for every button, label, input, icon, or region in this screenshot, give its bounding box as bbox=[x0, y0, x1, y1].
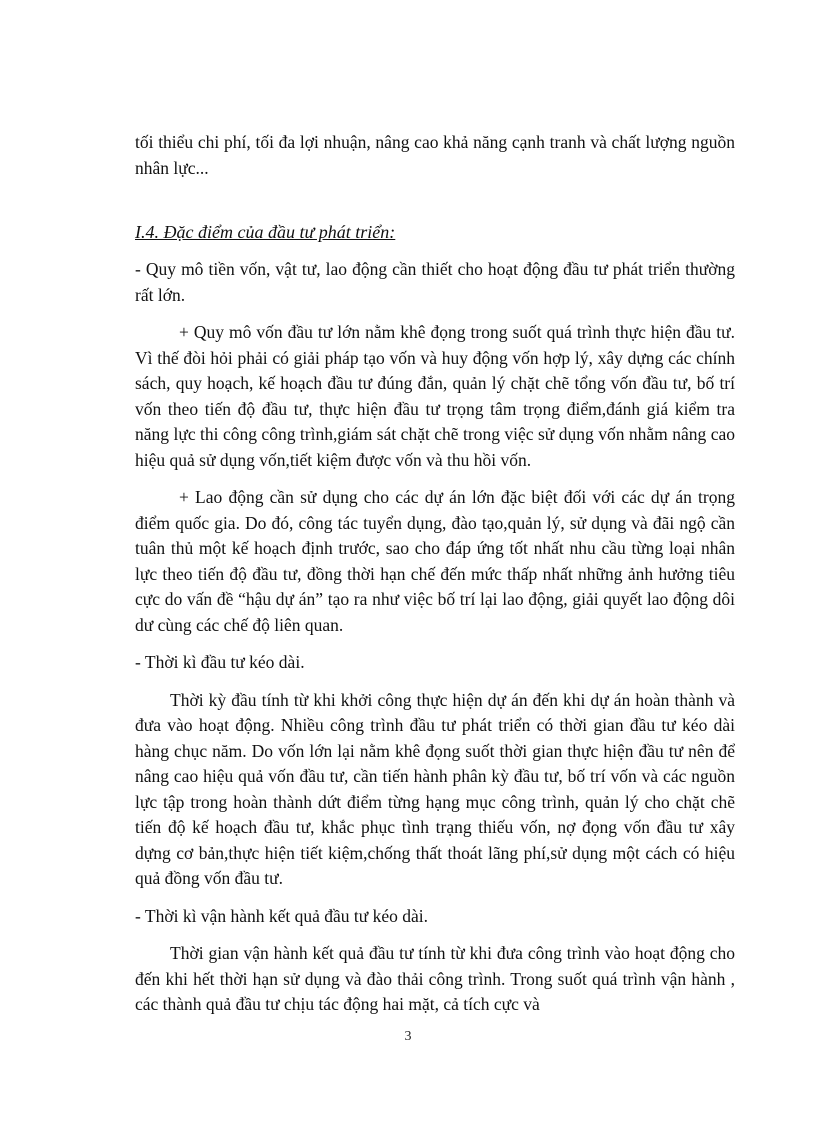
paragraph-labor: + Lao động cần sử dụng cho các dự án lớn đặc biệt đối với các dự án trọng điểm quốc gia. Do đó, công tác tuyển dụng, đào tạo,quản lý, sử dụng và đãi ngộ cần tuân thủ một kế hoạch định trước, sao cho đáp ứng tốt nhất nhu cầu từng loại nhân lực theo tiến độ đầu tư, đồng thời hạn chế đến mức thấp nhất những ảnh hưởng tiêu cực do vấn đề “hậu dự án” tạo ra như việc bố trí lại lao động, giải quyết lao động dôi dư cùng các chế độ liên quan. bbox=[135, 487, 735, 635]
page-number: 3 bbox=[404, 1029, 412, 1044]
paragraph-intro: tối thiểu chi phí, tối đa lợi nhuận, nâng cao khả năng cạnh tranh và chất lượng nguồn nhân lực... bbox=[135, 132, 735, 178]
bullet-operation-period: - Thời kì vận hành kết quả đầu tư kéo dài. bbox=[135, 905, 428, 926]
bullet-scale: - Quy mô tiền vốn, vật tư, lao động cần thiết cho hoạt động đầu tư phát triển thường rất lớn. bbox=[135, 259, 735, 305]
paragraph-operation-period: Thời gian vận hành kết quả đầu tư tính từ khi đưa công trình vào hoạt động cho đến khi hết thời hạn sử dụng và đào thải công trình. Trong suốt quá trình vận hành , các thành quả đầu tư chịu tác động hai mặt, cả tích cực và bbox=[135, 943, 735, 1014]
document-page bbox=[135, 130, 735, 1030]
paragraph-capital: + Quy mô vốn đầu tư lớn nằm khê đọng trong suốt quá trình thực hiện đầu tư. Vì thế đòi hỏi phải có giải pháp tạo vốn và huy động vốn hợp lý, xây dựng các chính sách, quy hoạch, kế hoạch đầu tư đúng đắn, quản lý chặt chẽ tổng vốn đầu tư, bố trí vốn theo tiến độ đầu tư, thực hiện đầu tư trọng tâm trọng điểm,đánh giá kiểm tra năng lực thi công công trình,giám sát chặt chẽ trong việc sử dụng vốn nhằm nâng cao hiệu quả sử dụng vốn,tiết kiệm được vốn và thu hồi vốn. bbox=[135, 322, 735, 470]
paragraph-investment-period: Thời kỳ đầu tính từ khi khởi công thực hiện dự án đến khi dự án hoàn thành và đưa vào hoạt động. Nhiều công trình đầu tư phát triển có thời gian đầu tư kéo dài hàng chục năm. Do vốn lớn lại nằm khê đọng suốt thời gian thực hiện đầu tư nên để nâng cao hiệu quả vốn đầu tư, cần tiến hành phân kỳ đầu tư, bố trí vốn và các nguồn lực tập trong hoàn thành dứt điểm từng hạng mục công trình, quản lý cho chặt chẽ tiến độ kế hoạch đầu tư, khắc phục tình trạng thiếu vốn, nợ đọng vốn đầu tư xây dựng cơ bản,thực hiện tiết kiệm,chống thất thoát lãng phí,sử dụng một cách có hiệu quả đồng vốn đầu tư. bbox=[135, 689, 735, 888]
bullet-investment-period: - Thời kì đầu tư kéo dài. bbox=[135, 652, 305, 672]
section-heading: I.4. Đặc điểm của đầu tư phát triển: bbox=[135, 222, 396, 242]
